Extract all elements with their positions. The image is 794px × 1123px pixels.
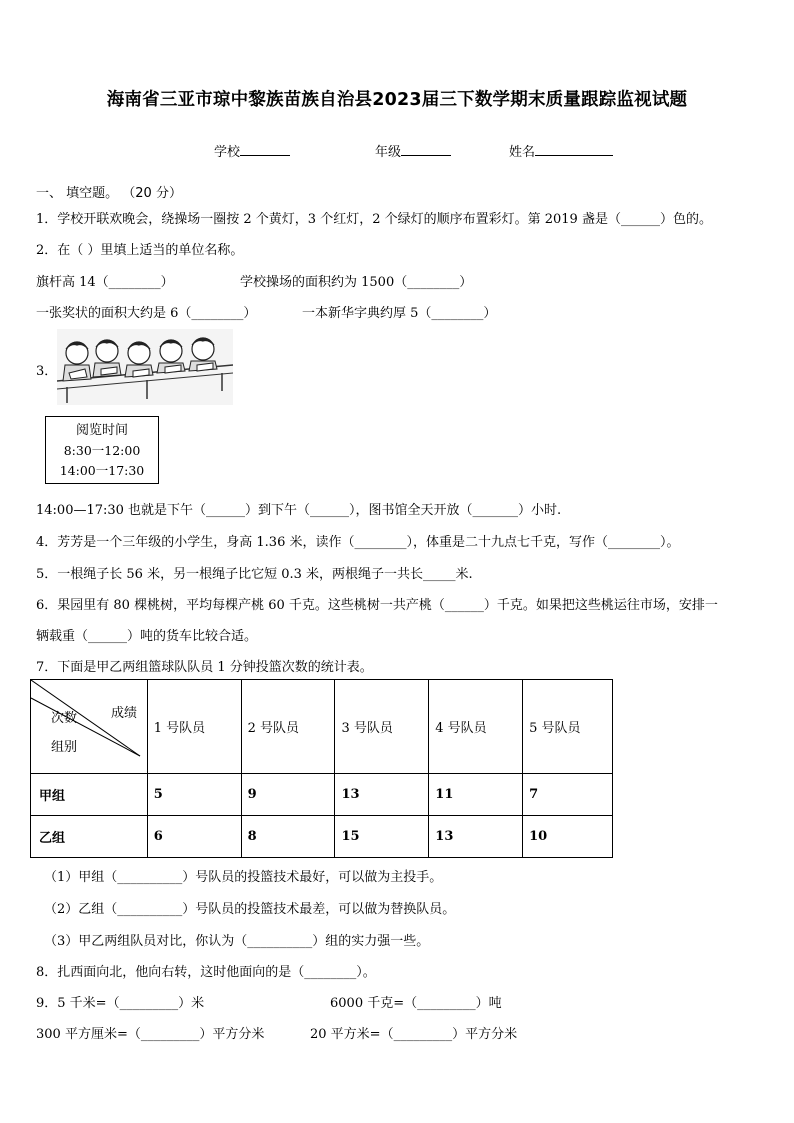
question-2c: 一张奖状的面积大约是 6（________） (36, 306, 257, 321)
table-cell: 9 (241, 774, 335, 816)
corner-label-count: 次数 (51, 711, 78, 726)
question-6-line1: 6．果园里有 80 棵桃树，平均每棵产桃 60 千克。这些桃树一共产桃（______）千克。如果把这些桃运往市场，安排一 (36, 598, 718, 613)
table-row (31, 816, 613, 858)
question-9a: 9．5 千米=（_________）米 (36, 996, 205, 1011)
question-3-number: 3． (36, 364, 58, 379)
reading-hours-afternoon: 14:00一17:30 (59, 463, 145, 478)
question-6-line2: 辆载重（______）吨的货车比较合适。 (36, 629, 258, 644)
table-row (31, 774, 613, 816)
reading-hours-box (45, 416, 159, 484)
section-heading: 一、 填空题。 （20 分） (36, 186, 182, 201)
question-2-stem: 2．在（ ）里填上适当的单位名称。 (36, 243, 244, 258)
table-cell: 15 (335, 816, 429, 858)
question-4: 4．芳芳是一个三年级的小学生，身高 1.36 米，读作（________），体重是二十九点七千克，写作（________）。 (36, 535, 680, 550)
name-field (509, 141, 613, 160)
grade-blank[interactable] (401, 143, 451, 156)
table-cell: 8 (241, 816, 335, 858)
question-8: 8．扎西面向北，他向右转，这时他面向的是（________）。 (36, 965, 376, 980)
grade-field (375, 141, 451, 160)
score-table (30, 679, 613, 858)
reading-hours-morning: 8:30一12:00 (63, 443, 141, 458)
question-2d: 一本新华字典约厚 5（________） (302, 306, 497, 321)
corner-diagonal-lines (31, 680, 148, 774)
table-cell: 5 (147, 774, 241, 816)
name-blank[interactable] (535, 143, 613, 156)
question-2b: 学校操场的面积约为 1500（________） (240, 275, 473, 290)
question-9c: 300 平方厘米=（_________）平方分米 (36, 1027, 265, 1042)
table-cell: 11 (429, 774, 523, 816)
school-label: 学校 (214, 145, 241, 160)
question-7-sub2: （2）乙组（__________）号队员的投篮技术最差，可以做为替换队员。 (44, 902, 456, 917)
table-corner-cell (31, 680, 148, 774)
question-3-text: 14:00—17:30 也就是下午（______）到下午（______），图书馆全天开放（_______）小时. (36, 503, 562, 518)
question-7-stem: 7．下面是甲乙两组篮球队队员 1 分钟投篮次数的统计表。 (36, 660, 373, 675)
table-cell: 13 (335, 774, 429, 816)
school-blank[interactable] (240, 143, 290, 156)
grade-label: 年级 (375, 145, 402, 160)
column-header: 2 号队员 (241, 680, 335, 774)
row-label: 乙组 (31, 816, 148, 858)
corner-label-group: 组别 (51, 740, 78, 755)
column-header: 5 号队员 (523, 680, 613, 774)
column-header: 4 号队员 (429, 680, 523, 774)
corner-label-score: 成绩 (111, 706, 138, 721)
reading-hours-title: 阅览时间 (75, 423, 128, 438)
table-cell: 7 (523, 774, 613, 816)
question-9d: 20 平方米=（_________）平方分米 (310, 1027, 518, 1042)
question-1: 1．学校开联欢晚会，绕操场一圈按 2 个黄灯，3 个红灯，2 个绿灯的顺序布置彩灯。第 2019 盏是（______）色的。 (36, 212, 712, 227)
question-2a: 旗杆高 14（________） (36, 275, 174, 290)
table-header-row (31, 680, 613, 774)
question-9b: 6000 千克=（_________）吨 (330, 996, 502, 1011)
column-header: 1 号队员 (147, 680, 241, 774)
reading-students-illustration (57, 329, 233, 405)
row-label: 甲组 (31, 774, 148, 816)
question-5: 5．一根绳子长 56 米，另一根绳子比它短 0.3 米，两根绳子一共长_____米. (36, 567, 473, 582)
school-field (214, 141, 290, 160)
question-7-sub3: （3）甲乙两组队员对比，你认为（__________）组的实力强一些。 (44, 934, 430, 949)
page-title: 海南省三亚市琼中黎族苗族自治县2023届三下数学期末质量跟踪监视试题 (106, 90, 688, 110)
table-cell: 13 (429, 816, 523, 858)
table-cell: 10 (523, 816, 613, 858)
name-label: 姓名 (509, 145, 536, 160)
question-7-sub1: （1）甲组（__________）号队员的投篮技术最好，可以做为主投手。 (44, 870, 443, 885)
column-header: 3 号队员 (335, 680, 429, 774)
table-cell: 6 (147, 816, 241, 858)
